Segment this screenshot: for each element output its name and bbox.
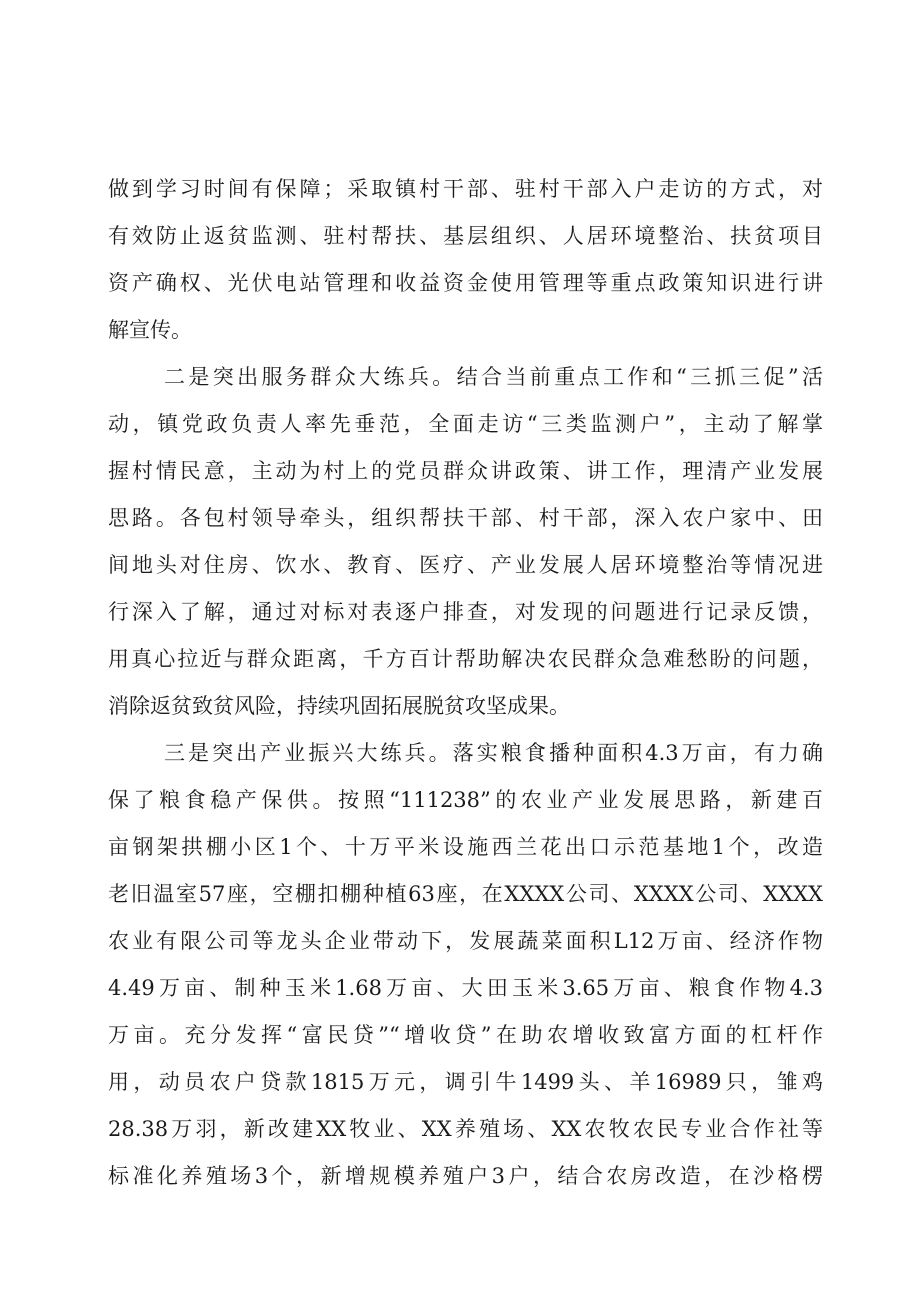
text-line: 农业有限公司等龙头企业带动下，发展蔬菜面积L12万亩、经济作物	[108, 929, 823, 953]
paragraph-serve-masses	[108, 354, 823, 730]
text-line: 28.38万羽，新改建XX牧业、XX养殖场、XX农牧农民专业合作社等	[108, 1117, 823, 1141]
paragraph-industry-revitalization	[108, 730, 823, 1200]
text-line: 资产确权、光伏电站管理和收益资金使用管理等重点政策知识进行讲	[108, 271, 823, 295]
text-line: 做到学习时间有保障；采取镇村干部、驻村干部入户走访的方式，对	[108, 177, 823, 201]
text-line: 老旧温室57座，空棚扣棚种植63座，在XXXX公司、XXXX公司、XXXX	[108, 882, 823, 906]
text-line: 万亩。充分发挥“富民贷”“增收贷”在助农增收致富方面的杠杆作	[108, 1023, 823, 1047]
text-line: 握村情民意，主动为村上的党员群众讲政策、讲工作，理清产业发展	[108, 459, 823, 483]
text-line: 用，动员农户贷款1815万元，调引牛1499头、羊16989只，雏鸡	[108, 1070, 823, 1094]
text-line: 行深入了解，通过对标对表逐户排查，对发现的问题进行记录反馈，	[108, 600, 823, 624]
text-line: 标准化养殖场3个，新增规模养殖户3户，结合农房改造，在沙格楞	[108, 1164, 823, 1188]
text-line: 三是突出产业振兴大练兵。落实粮食播种面积4.3万亩，有力确	[164, 741, 823, 765]
text-line: 用真心拉近与群众距离，千方百计帮助解决农民群众急难愁盼的问题，	[108, 647, 823, 671]
text-line: 二是突出服务群众大练兵。结合当前重点工作和“三抓三促”活	[164, 365, 823, 389]
text-line: 保了粮食稳产保供。按照“111238”的农业产业发展思路，新建百	[108, 788, 823, 812]
text-line: 动，镇党政负责人率先垂范，全面走访“三类监测户”，主动了解掌	[108, 412, 823, 436]
text-line: 解宣传。	[108, 318, 192, 342]
text-line: 4.49万亩、制种玉米1.68万亩、大田玉米3.65万亩、粮食作物4.3	[108, 976, 823, 1000]
text-line: 有效防止返贫监测、驻村帮扶、基层组织、人居环境整治、扶贫项目	[108, 224, 823, 248]
text-line: 思路。各包村领导牵头，组织帮扶干部、村干部，深入农户家中、田	[108, 506, 823, 530]
text-line: 亩钢架拱棚小区1个、十万平米设施西兰花出口示范基地1个，改造	[108, 835, 823, 859]
body-text	[108, 166, 823, 1200]
paragraph-study-guarantee	[108, 166, 823, 354]
text-line: 间地头对住房、饮水、教育、医疗、产业发展人居环境整治等情况进	[108, 553, 823, 577]
text-line: 消除返贫致贫风险，持续巩固拓展脱贫攻坚成果。	[108, 694, 570, 718]
